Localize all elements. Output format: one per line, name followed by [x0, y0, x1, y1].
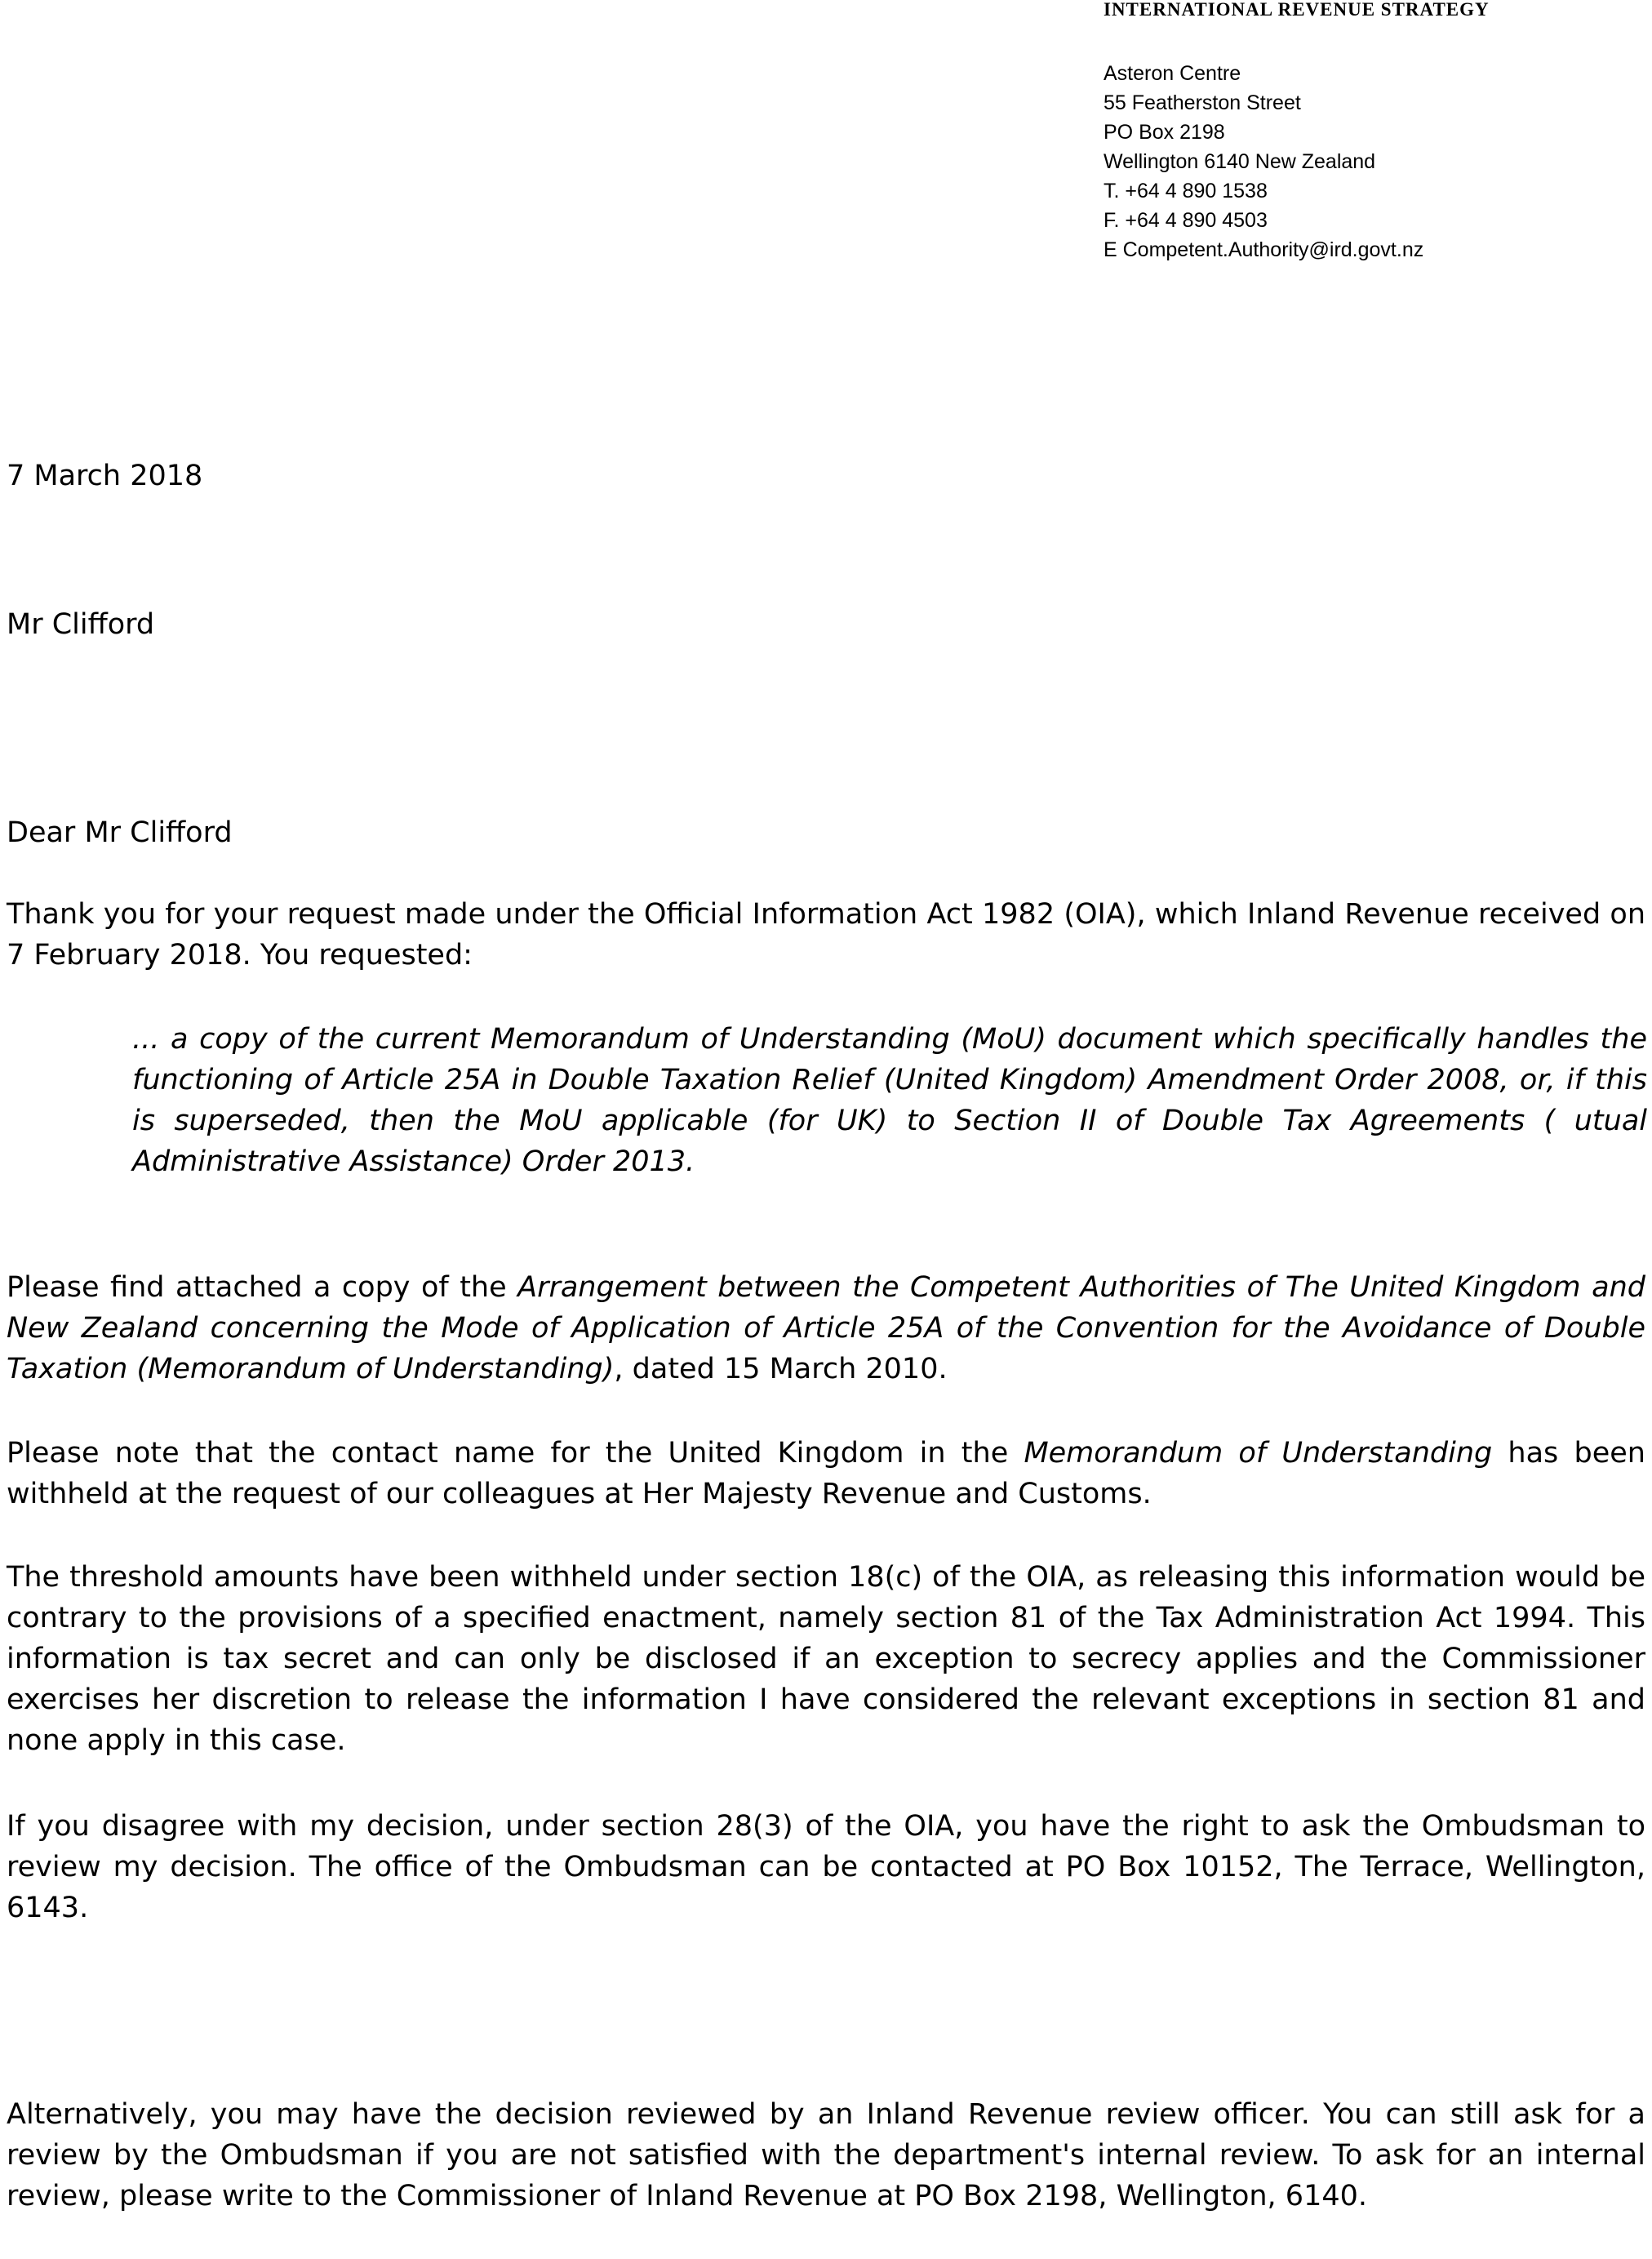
address-line-phone: T. +64 4 890 1538	[1104, 180, 1268, 202]
mou-title: Memorandum of Understanding	[1024, 1437, 1493, 1470]
contact-withheld-intro: Please note that the contact name for the United Kingdom in the	[7, 1437, 1024, 1470]
paragraph-internal-review: Alternatively, you may have the decision reviewed by an Inland Revenue review officer. You can still ask for a review by the Ombudsman if you are not satisfied with the department's internal review. To ask for an internal review, please write to the Commissioner of Inland Revenue at PO Box 2198, Wellington, 6140.	[7, 2098, 1645, 2212]
address-line-building: Asteron Centre	[1104, 62, 1241, 85]
address-line-email: E Competent.Authority@ird.govt.nz	[1104, 238, 1424, 261]
paragraph-contact-withheld	[7, 1433, 1645, 1514]
paragraph-attachment	[7, 1267, 1645, 1390]
address-line-city: Wellington 6140 New Zealand	[1104, 150, 1376, 173]
address-line-po-box: PO Box 2198	[1104, 121, 1225, 144]
salutation: Dear Mr Clifford	[7, 816, 233, 849]
paragraph-threshold-withheld: The threshold amounts have been withheld under section 18(c) of the OIA, as releasing this information would be contrary to the provisions of a specified enactment, namely section 81 of the Tax Administration Act 1994. This information is tax secret and can only be disclosed if an exception to secrecy applies and the Commissioner exercises her discretion to release the information I have considered the relevant exceptions in section 81 and none apply in this case.	[7, 1561, 1645, 1757]
attachment-date-text: , dated 15 March 2010.	[614, 1353, 948, 1385]
recipient-name: Mr Clifford	[7, 608, 155, 641]
quoted-request: ... a copy of the current Memorandum of Understanding (MoU) document which specifically handles the functioning of Article 25A in Double Taxation Relief (United Kingdom) Amendment Order 2008, or, if this is superseded, then the MoU applicable (for UK) to Section II of Double Tax Agreements ( utual Administrative Assistance) Order 2013.	[132, 1023, 1647, 1178]
department-heading: INTERNATIONAL REVENUE STRATEGY	[1104, 0, 1490, 20]
paragraph-request-acknowledgement: Thank you for your request made under the Official Information Act 1982 (OIA), which Inland Revenue received on 7 February 2018. You requested:	[7, 898, 1645, 972]
contact-withheld-reason: has been withheld at the request of our colleagues at Her Majesty Revenue and Customs.	[7, 1437, 1645, 1510]
sender-address-block	[1104, 59, 1423, 265]
letter-date: 7 March 2018	[7, 460, 203, 492]
address-line-fax: F. +64 4 890 4503	[1104, 209, 1268, 232]
paragraph-ombudsman-review: If you disagree with my decision, under section 28(3) of the OIA, you have the right to ask the Ombudsman to review my decision. The office of the Ombudsman can be contacted at PO Box 10152, The Terrace, Wellington, 6143.	[7, 1810, 1645, 1924]
attachment-intro-text: Please find attached a copy of the	[7, 1271, 518, 1304]
attachment-document-title: Arrangement between the Competent Authorities of The United Kingdom and New Zealand concerning the Mode of Application of Article 25A of the Convention for the Avoidance of Double Taxation (Memorandum of Understanding)	[7, 1271, 1645, 1385]
address-line-street: 55 Featherston Street	[1104, 91, 1301, 114]
